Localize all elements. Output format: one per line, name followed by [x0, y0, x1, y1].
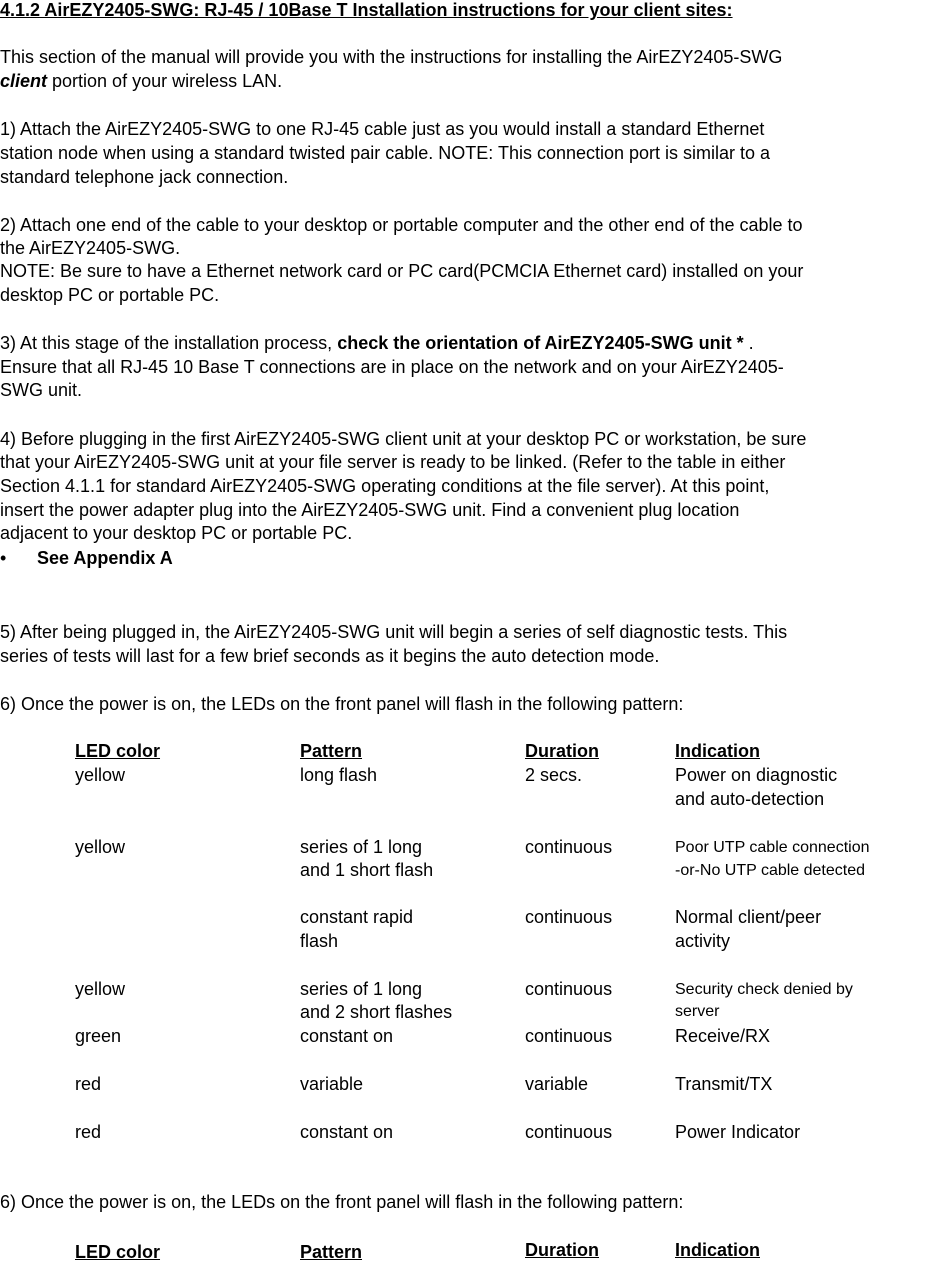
row-duration: continuous — [525, 907, 613, 927]
step2-line-3: NOTE: Be sure to have a Ethernet network card or PC card(PCMCIA Ethernet card) installed on your — [0, 261, 804, 281]
step5-line-1: 5) After being plugged in, the AirEZY2405-SWG unit will begin a series of self diagnostic tests. This — [0, 622, 788, 642]
step1-line-2: station node when using a standard twisted pair cable. NOTE: This connection port is similar to a — [0, 143, 771, 163]
step4-line-5: adjacent to your desktop PC or portable PC. — [0, 523, 353, 543]
row-pattern-cont: and 2 short flashes — [300, 1002, 453, 1022]
row-indication: Transmit/TX — [675, 1074, 773, 1094]
header-duration: Duration — [525, 741, 599, 761]
row-indication-cont: activity — [675, 931, 731, 951]
row-duration: continuous — [525, 1122, 613, 1142]
row-duration: continuous — [525, 837, 613, 857]
client-emphasis: client — [0, 71, 48, 91]
row-pattern-cont: flash — [300, 931, 339, 951]
row-led-color: yellow — [75, 765, 126, 785]
header-led-color: LED color — [75, 1242, 161, 1262]
row-pattern: series of 1 long — [300, 979, 423, 999]
header-pattern: Pattern — [300, 741, 363, 761]
intro-line-2-rest: portion of your wireless LAN. — [47, 71, 283, 91]
row-pattern: variable — [300, 1074, 364, 1094]
step3-text: 3) At this stage of the installation process, — [0, 333, 338, 353]
step4-line-2: that your AirEZY2405-SWG unit at your file server is ready to be linked. (Refer to the table in either — [0, 452, 786, 472]
row-led-color: red — [75, 1122, 102, 1142]
row-duration: 2 secs. — [525, 765, 583, 785]
intro-line-1: This section of the manual will provide you with the instructions for installing the AirEZY2405-SWG — [0, 47, 783, 67]
orientation-emphasis: check the orientation of AirEZY2405-SWG unit * — [337, 333, 744, 353]
row-led-color: yellow — [75, 837, 126, 857]
row-indication: Normal client/peer — [675, 907, 822, 927]
row-led-color: green — [75, 1026, 122, 1046]
bullet-item — [0, 546, 173, 570]
row-indication: Receive/RX — [675, 1026, 771, 1046]
row-pattern: constant rapid — [300, 907, 414, 927]
row-duration: continuous — [525, 979, 613, 999]
step2-line-1: 2) Attach one end of the cable to your desktop or portable computer and the other end of the cable to — [0, 215, 803, 235]
step4-line-4: insert the power adapter plug into the AirEZY2405-SWG unit. Find a convenient plug location — [0, 500, 740, 520]
header-indication: Indication — [675, 741, 760, 761]
step2-line-4: desktop PC or portable PC. — [0, 285, 220, 305]
row-indication: Power Indicator — [675, 1122, 801, 1142]
step1-line-3: standard telephone jack connection. — [0, 167, 289, 187]
row-pattern: constant on — [300, 1122, 394, 1142]
bullet-icon: • — [0, 548, 7, 568]
row-indication: Poor UTP cable connection — [675, 839, 870, 856]
row-pattern: constant on — [300, 1026, 394, 1046]
row-duration: continuous — [525, 1026, 613, 1046]
row-led-color: yellow — [75, 979, 126, 999]
row-pattern: series of 1 long — [300, 837, 423, 857]
intro-line-2 — [0, 69, 282, 93]
row-pattern: long flash — [300, 765, 378, 785]
step2-line-2: the AirEZY2405-SWG. — [0, 238, 181, 258]
row-led-color: red — [75, 1074, 102, 1094]
step5-line-2: series of tests will last for a few brief seconds as it begins the auto detection mode. — [0, 646, 660, 666]
appendix-reference: See Appendix A — [37, 548, 173, 568]
step6-line: 6) Once the power is on, the LEDs on the front panel will flash in the following pattern: — [0, 694, 684, 714]
step3-line-1 — [0, 331, 754, 355]
row-indication-cont: and auto-detection — [675, 789, 825, 809]
step6-repeat-line: 6) Once the power is on, the LEDs on the front panel will flash in the following pattern: — [0, 1192, 684, 1212]
row-indication-cont: server — [675, 1003, 720, 1020]
row-duration: variable — [525, 1074, 589, 1094]
header-led-color: LED color — [75, 741, 161, 761]
row-indication: Security check denied by — [675, 981, 853, 998]
row-indication-cont: -or-No UTP cable detected — [675, 862, 866, 879]
step3-line-3: SWG unit. — [0, 380, 83, 400]
row-pattern-cont: and 1 short flash — [300, 860, 434, 880]
header-indication: Indication — [675, 1240, 760, 1260]
step4-line-3: Section 4.1.1 for standard AirEZY2405-SWG operating conditions at the file server). At this point, — [0, 476, 770, 496]
section-heading: 4.1.2 AirEZY2405-SWG: RJ-45 / 10Base T Installation instructions for your client sites: — [0, 0, 733, 20]
step3-line-2: Ensure that all RJ-45 10 Base T connections are in place on the network and on your AirEZY2405- — [0, 357, 784, 377]
row-indication: Power on diagnostic — [675, 765, 838, 785]
header-duration: Duration — [525, 1240, 599, 1260]
step4-line-1: 4) Before plugging in the first AirEZY2405-SWG client unit at your desktop PC or workstation, be sure — [0, 429, 807, 449]
step3-end: . — [743, 333, 754, 353]
header-pattern: Pattern — [300, 1242, 363, 1262]
step1-line-1: 1) Attach the AirEZY2405-SWG to one RJ-45 cable just as you would install a standard Ethernet — [0, 119, 765, 139]
